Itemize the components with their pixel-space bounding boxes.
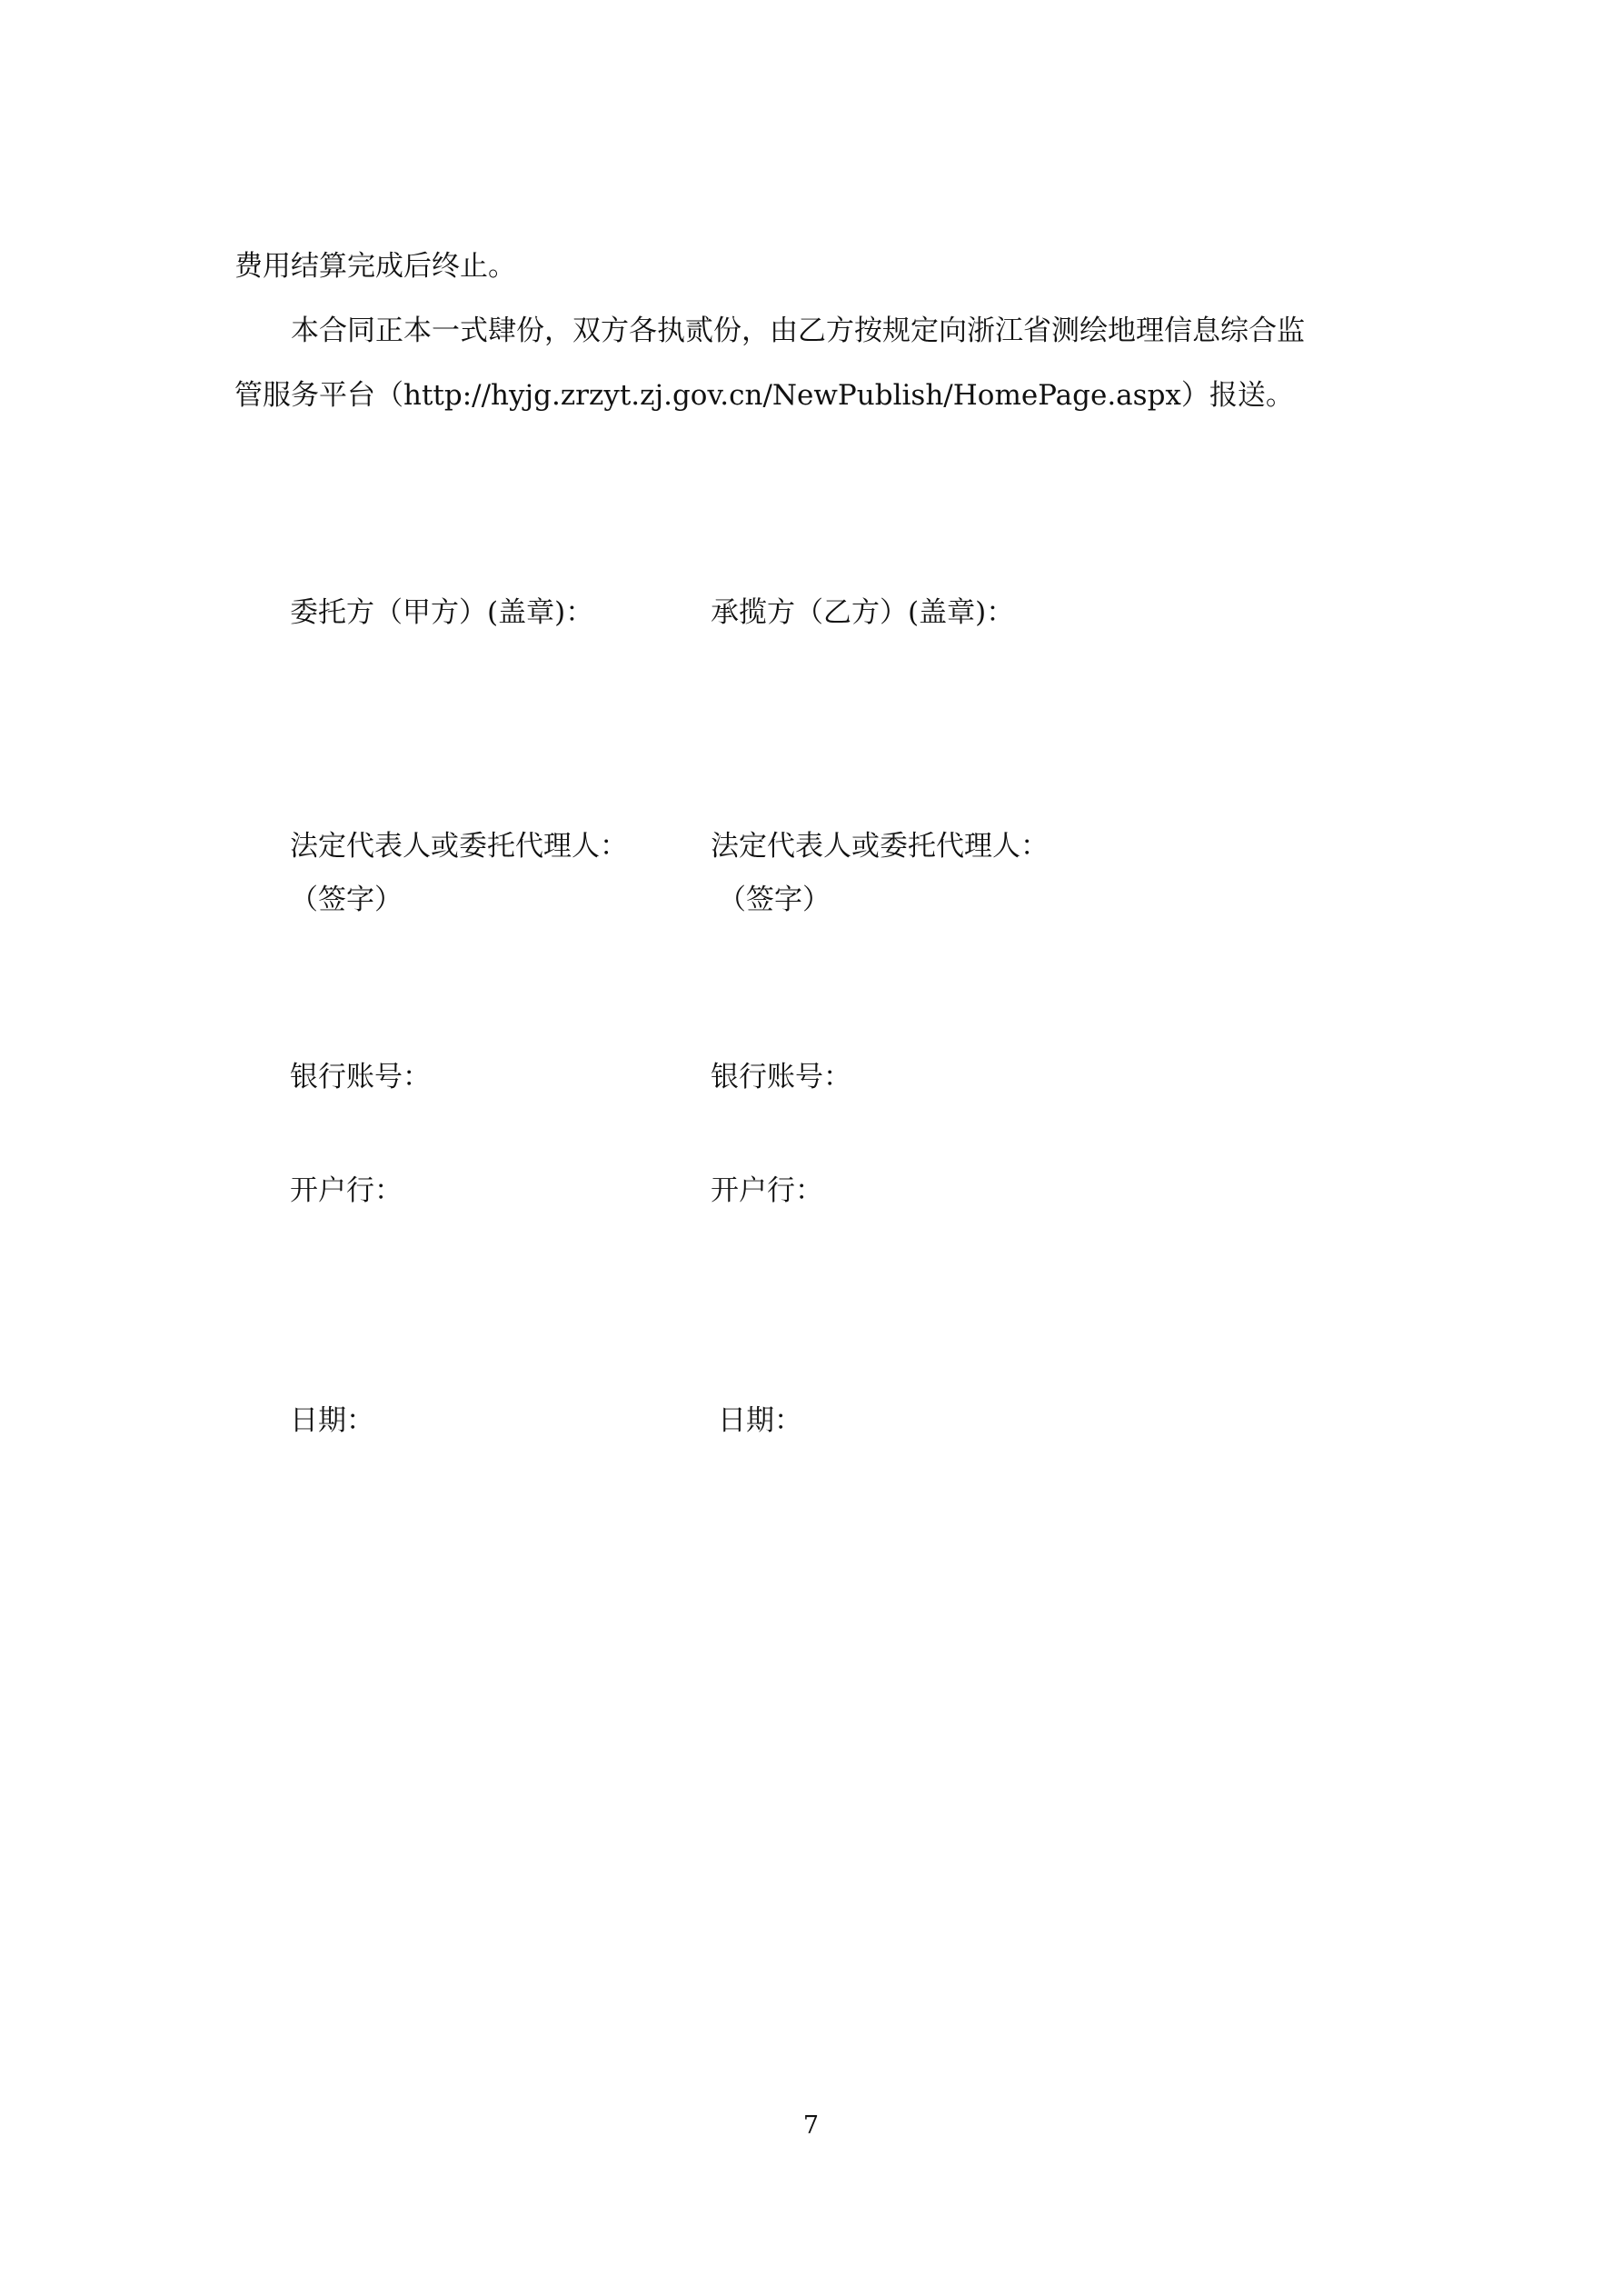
party-b-bank-account-label: 银行账号：	[711, 1061, 851, 1093]
contract-clause-ending: 费用结算完成后终止。	[234, 250, 516, 283]
party-b-seal-label: 承揽方（乙方）(盖章)：	[711, 596, 1015, 629]
contract-copies-clause-continued: 管服务平台（http://hyjg.zrzyt.zj.gov.cn/NewPublish/HomePage.aspx）报送。	[234, 379, 1294, 412]
party-a-seal-label: 委托方（甲方）(盖章)：	[290, 596, 594, 629]
party-a-signature-label: （签字）	[290, 883, 403, 916]
contract-copies-clause: 本合同正本一式肆份，双方各执贰份，由乙方按规定向浙江省测绘地理信息综合监	[291, 314, 1305, 347]
party-b-bank-label: 开户行：	[711, 1174, 823, 1207]
party-a-representative-label: 法定代表人或委托代理人：	[290, 830, 628, 863]
party-a-bank-label: 开户行：	[290, 1174, 403, 1207]
page-number: 7	[802, 2111, 820, 2140]
party-b-signature-label: （签字）	[718, 883, 831, 916]
party-b-date-label: 日期：	[718, 1404, 802, 1437]
party-a-date-label: 日期：	[290, 1404, 374, 1437]
party-b-representative-label: 法定代表人或委托代理人：	[711, 830, 1049, 863]
party-a-bank-account-label: 银行账号：	[290, 1061, 431, 1093]
